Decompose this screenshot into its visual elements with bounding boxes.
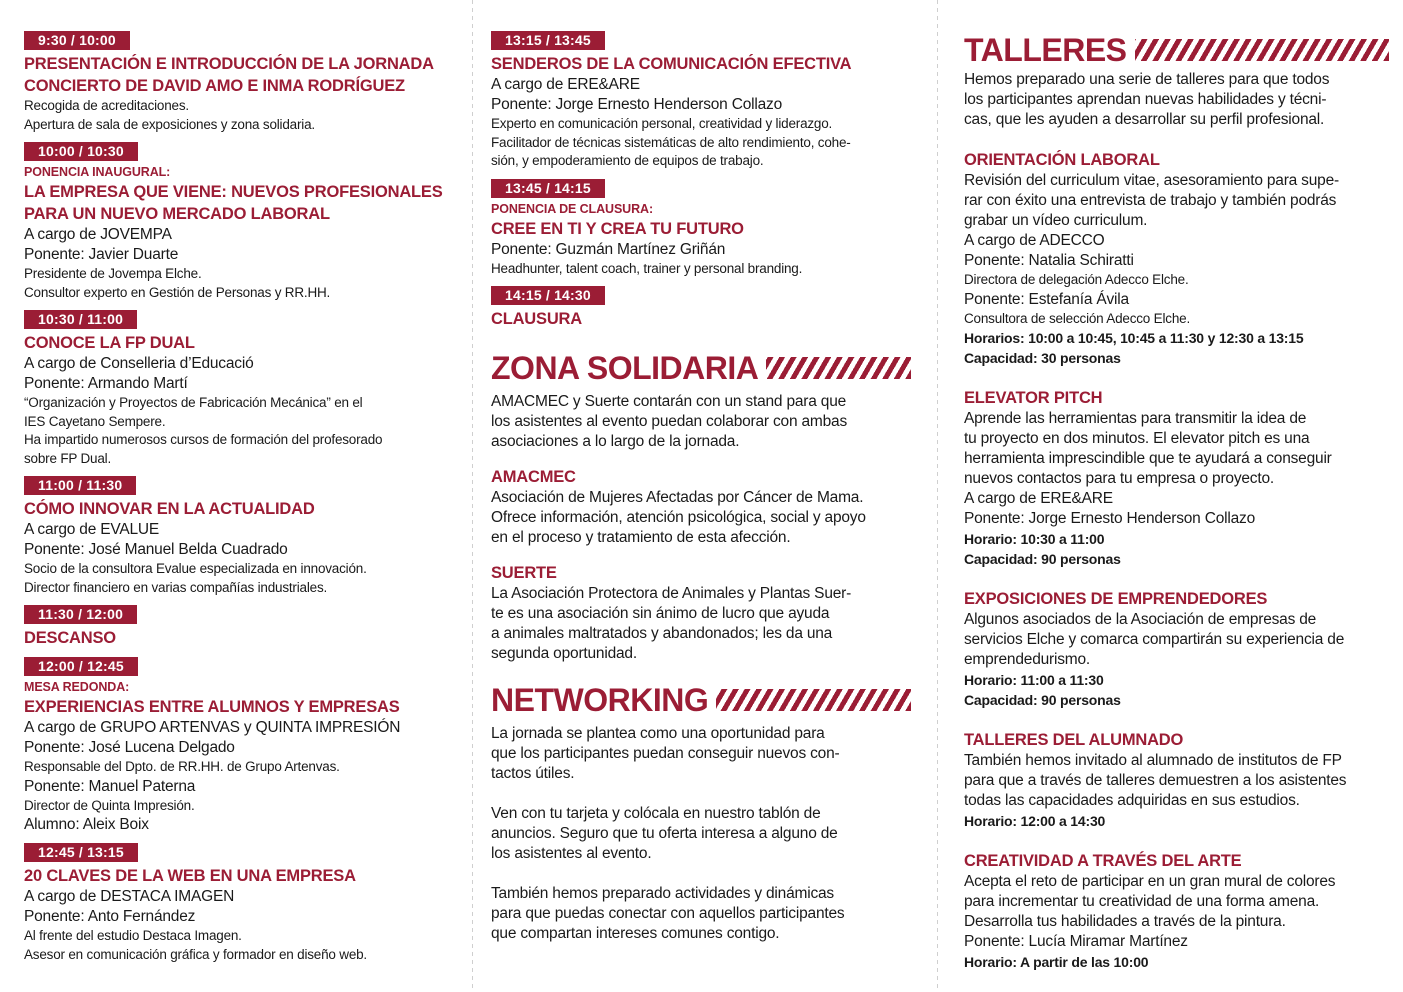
session-detail: Apertura de sala de exposiciones y zona solidaria. (24, 116, 315, 132)
zona-intro (491, 392, 911, 452)
session-title: CÓMO INNOVAR EN LA ACTUALIDAD (24, 500, 315, 518)
networking-text: tactos útiles. (491, 765, 575, 782)
taller-detail: para que a través de talleres demuestren a los asistentes (964, 772, 1347, 789)
session-detail: Director de Quinta Impresión. (24, 797, 195, 813)
intro-line: asociaciones a lo largo de la jornada. (491, 433, 740, 450)
intro-line: Hemos preparado una serie de talleres para que todos (964, 71, 1330, 88)
session-detail: “Organización y Proyectos de Fabricación Mecánica” en el (24, 395, 363, 410)
taller-detail: Capacidad: 90 personas (964, 692, 1121, 708)
time-badge: 12:00 / 12:45 (24, 657, 138, 676)
time-badge: 11:30 / 12:00 (24, 605, 137, 624)
time-badge: 13:45 / 14:15 (491, 179, 605, 198)
talleres-column (964, 30, 1389, 972)
session-detail: Responsable del Dpto. de RR.HH. de Grupo Artenvas. (24, 759, 340, 774)
program-session (24, 843, 454, 964)
time-badge: 9:30 / 10:00 (24, 31, 130, 50)
session-detail: Ponente: Anto Fernández (24, 908, 196, 925)
association-name: AMACMEC (491, 468, 576, 486)
networking-paragraph (491, 804, 911, 864)
time-badge: 10:30 / 11:00 (24, 310, 137, 329)
networking-title (491, 680, 911, 720)
program-session (491, 179, 911, 279)
program-session (24, 310, 454, 468)
session-detail: Director financiero en varias compañías industriales. (24, 579, 328, 595)
taller-detail: Desarrolla tus habilidades a través de la pintura. (964, 913, 1286, 930)
taller-detail: Horario: 10:30 a 11:00 (964, 531, 1105, 547)
taller-detail: nuevos contactos para tu empresa o proyecto. (964, 470, 1274, 487)
taller-detail: Horario: A partir de las 10:00 (964, 954, 1149, 970)
taller-detail: Directora de delegación Adecco Elche. (964, 272, 1189, 287)
fold-line-right (937, 0, 938, 992)
session-detail: Presidente de Jovempa Elche. (24, 266, 202, 281)
session-kind: MESA REDONDA: (24, 680, 130, 694)
zona-solidaria-section (491, 348, 911, 664)
taller-detail: grabar un vídeo curriculum. (964, 212, 1148, 229)
association-text: Ofrece información, atención psicológica, social y apoyo (491, 509, 866, 526)
taller-detail: para incrementar tu creatividad de una forma amena. (964, 893, 1320, 910)
program-session (24, 605, 454, 649)
session-detail: A cargo de JOVEMPA (24, 226, 172, 243)
taller-block (964, 850, 1389, 972)
session-title: CONOCE LA FP DUAL (24, 334, 195, 352)
program-session (24, 657, 454, 835)
session-title: 20 CLAVES DE LA WEB EN UNA EMPRESA (24, 867, 356, 885)
taller-detail: Acepta el reto de participar en un gran mural de colores (964, 873, 1336, 890)
session-title: DESCANSO (24, 629, 116, 647)
session-detail: IES Cayetano Sempere. (24, 413, 166, 429)
session-detail: Ponente: Guzmán Martínez Griñán (491, 240, 726, 258)
session-title: LA EMPRESA QUE VIENE: NUEVOS PROFESIONALES (24, 183, 443, 201)
taller-block (964, 387, 1389, 569)
stripes-decoration (766, 357, 911, 379)
session-detail: Ponente: Armando Martí (24, 375, 188, 392)
networking-paragraph (491, 884, 911, 944)
session-detail: Al frente del estudio Destaca Imagen. (24, 928, 242, 943)
taller-detail: Ponente: Estefanía Ávila (964, 290, 1129, 308)
stripes-decoration (1135, 39, 1389, 61)
program-column-1 (24, 31, 454, 972)
program-session (24, 142, 454, 302)
time-badge: 14:15 / 14:30 (491, 286, 605, 305)
session-detail: Headhunter, talent coach, trainer y personal branding. (491, 260, 803, 276)
session-detail: sión, y empoderamiento de equipos de trabajo. (491, 153, 764, 168)
program-session (24, 476, 454, 597)
session-detail: Ponente: Manuel Paterna (24, 777, 196, 795)
taller-block (964, 729, 1389, 831)
association-text: en el proceso y tratamiento de esta afección. (491, 529, 791, 546)
association-text: La Asociación Protectora de Animales y Plantas Suer- (491, 585, 852, 602)
session-title: CLAUSURA (491, 310, 582, 328)
session-detail: Consultor experto en Gestión de Personas y RR.HH. (24, 284, 331, 300)
session-title: PRESENTACIÓN E INTRODUCCIÓN DE LA JORNADA (24, 55, 434, 73)
program-session (491, 286, 911, 330)
taller-detail: herramienta imprescindible que te ayudará a conseguir (964, 450, 1332, 467)
session-detail: Ponente: Javier Duarte (24, 246, 179, 263)
taller-detail: Ponente: Jorge Ernesto Henderson Collazo (964, 510, 1255, 527)
session-title: EXPERIENCIAS ENTRE ALUMNOS Y EMPRESAS (24, 698, 400, 716)
networking-text: La jornada se plantea como una oportunidad para (491, 725, 825, 742)
time-badge: 12:45 / 13:15 (24, 843, 138, 862)
session-kind: PONENCIA DE CLAUSURA: (491, 201, 654, 216)
taller-detail: Horario: 11:00 a 11:30 (964, 672, 1104, 688)
session-detail: sobre FP Dual. (24, 450, 111, 466)
program-session (491, 31, 911, 171)
association-text: a animales maltratados y abandonados; les da una (491, 625, 833, 642)
taller-detail: Ponente: Natalia Schiratti (964, 252, 1134, 269)
session-detail: Experto en comunicación personal, creatividad y liderazgo. (491, 116, 833, 131)
stripes-decoration (716, 689, 911, 711)
taller-detail: Horarios: 10:00 a 10:45, 10:45 a 11:30 y 12:30 a 13:15 (964, 330, 1304, 346)
taller-detail: Capacidad: 30 personas (964, 350, 1121, 366)
talleres-title-text: TALLERES (964, 32, 1127, 68)
taller-detail: Revisión del curriculum vitae, asesoramiento para supe- (964, 172, 1339, 189)
taller-name: ELEVATOR PITCH (964, 389, 1103, 407)
association-text: segunda oportunidad. (491, 645, 637, 662)
networking-text: que los participantes puedan conseguir nuevos con- (491, 745, 840, 762)
zona-solidaria-title (491, 348, 911, 388)
taller-detail: tu proyecto en dos minutos. El elevator pitch es una (964, 430, 1310, 447)
taller-name: TALLERES DEL ALUMNADO (964, 731, 1184, 749)
intro-line: AMACMEC y Suerte contarán con un stand para que (491, 393, 847, 410)
time-badge: 11:00 / 11:30 (24, 476, 136, 495)
taller-detail: Horario: 12:00 a 14:30 (964, 813, 1106, 829)
association-name: SUERTE (491, 564, 557, 582)
taller-block (964, 588, 1389, 710)
association-text: te es una asociación sin ánimo de lucro que ayuda (491, 605, 830, 622)
networking-paragraph (491, 724, 911, 784)
session-title: SENDEROS DE LA COMUNICACIÓN EFECTIVA (491, 55, 852, 73)
session-detail: Socio de la consultora Evalue especializada en innovación. (24, 561, 367, 576)
association-block (491, 562, 911, 664)
session-detail: Ha impartido numerosos cursos de formación del profesorado (24, 432, 383, 447)
session-detail: Ponente: Jorge Ernesto Henderson Collazo (491, 96, 782, 113)
taller-detail: rar con éxito una entrevista de trabajo y también podrás (964, 192, 1337, 209)
networking-text: También hemos preparado actividades y dinámicas (491, 885, 834, 902)
session-detail: Recogida de acreditaciones. (24, 98, 189, 113)
taller-detail: servicios Elche y comarca compartirán su experiencia de (964, 631, 1345, 648)
intro-line: los participantes aprendan nuevas habilidades y técni- (964, 91, 1327, 108)
association-text: Asociación de Mujeres Afectadas por Cáncer de Mama. (491, 489, 864, 506)
taller-name: EXPOSICIONES DE EMPRENDEDORES (964, 590, 1268, 608)
intro-line: cas, que les ayuden a desarrollar su perfil profesional. (964, 111, 1325, 128)
taller-detail: emprendedurismo. (964, 651, 1091, 668)
networking-text: que compartan intereses comunes contigo. (491, 925, 780, 942)
session-title: CONCIERTO DE DAVID AMO E INMA RODRÍGUEZ (24, 77, 405, 95)
intro-line: los asistentes al evento puedan colaborar con ambas (491, 413, 848, 430)
taller-detail: A cargo de ADECCO (964, 232, 1105, 249)
taller-detail: Algunos asociados de la Asociación de empresas de (964, 611, 1317, 628)
networking-text: anuncios. Seguro que tu oferta interesa a alguno de (491, 825, 838, 842)
networking-text: los asistentes al evento. (491, 845, 652, 862)
networking-title-text: NETWORKING (491, 682, 709, 718)
session-detail: A cargo de ERE&ARE (491, 76, 640, 93)
talleres-title (964, 30, 1389, 70)
zona-solidaria-title-text: ZONA SOLIDARIA (491, 350, 759, 386)
program-column-2 (491, 31, 911, 944)
taller-detail: Consultora de selección Adecco Elche. (964, 310, 1190, 326)
session-detail: A cargo de EVALUE (24, 521, 160, 538)
session-title: PARA UN NUEVO MERCADO LABORAL (24, 205, 330, 223)
taller-detail: También hemos invitado al alumnado de institutos de FP (964, 752, 1342, 769)
networking-text: para que puedas conectar con aquellos participantes (491, 905, 845, 922)
session-detail: A cargo de Conselleria d’Educació (24, 355, 254, 372)
taller-name: ORIENTACIÓN LABORAL (964, 151, 1160, 169)
networking-section (491, 680, 911, 944)
session-kind: PONENCIA INAUGURAL: (24, 165, 171, 179)
program-session (24, 31, 454, 134)
session-detail: A cargo de GRUPO ARTENVAS y QUINTA IMPRESIÓN (24, 719, 401, 736)
taller-detail: todas las capacidades adquiridas en sus estudios. (964, 792, 1300, 809)
time-badge: 13:15 / 13:45 (491, 31, 605, 50)
talleres-intro (964, 70, 1389, 130)
taller-block (964, 149, 1389, 368)
taller-detail: Ponente: Lucía Miramar Martínez (964, 933, 1188, 950)
taller-detail: A cargo de ERE&ARE (964, 490, 1113, 507)
networking-text: Ven con tu tarjeta y colócala en nuestro tablón de (491, 805, 821, 822)
association-block (491, 466, 911, 548)
taller-name: CREATIVIDAD A TRAVÉS DEL ARTE (964, 852, 1242, 870)
session-detail: Alumno: Aleix Boix (24, 816, 149, 833)
taller-detail: Capacidad: 90 personas (964, 551, 1121, 567)
session-title: CREE EN TI Y CREA TU FUTURO (491, 219, 744, 238)
time-badge: 10:00 / 10:30 (24, 142, 138, 161)
session-detail: A cargo de DESTACA IMAGEN (24, 888, 235, 905)
fold-line-left (472, 0, 473, 992)
session-detail: Facilitador de técnicas sistemáticas de alto rendimiento, cohe- (491, 134, 851, 150)
session-detail: Asesor en comunicación gráfica y formador en diseño web. (24, 946, 367, 962)
session-detail: Ponente: José Manuel Belda Cuadrado (24, 541, 288, 558)
session-detail: Ponente: José Lucena Delgado (24, 739, 235, 756)
taller-detail: Aprende las herramientas para transmitir la idea de (964, 410, 1307, 427)
